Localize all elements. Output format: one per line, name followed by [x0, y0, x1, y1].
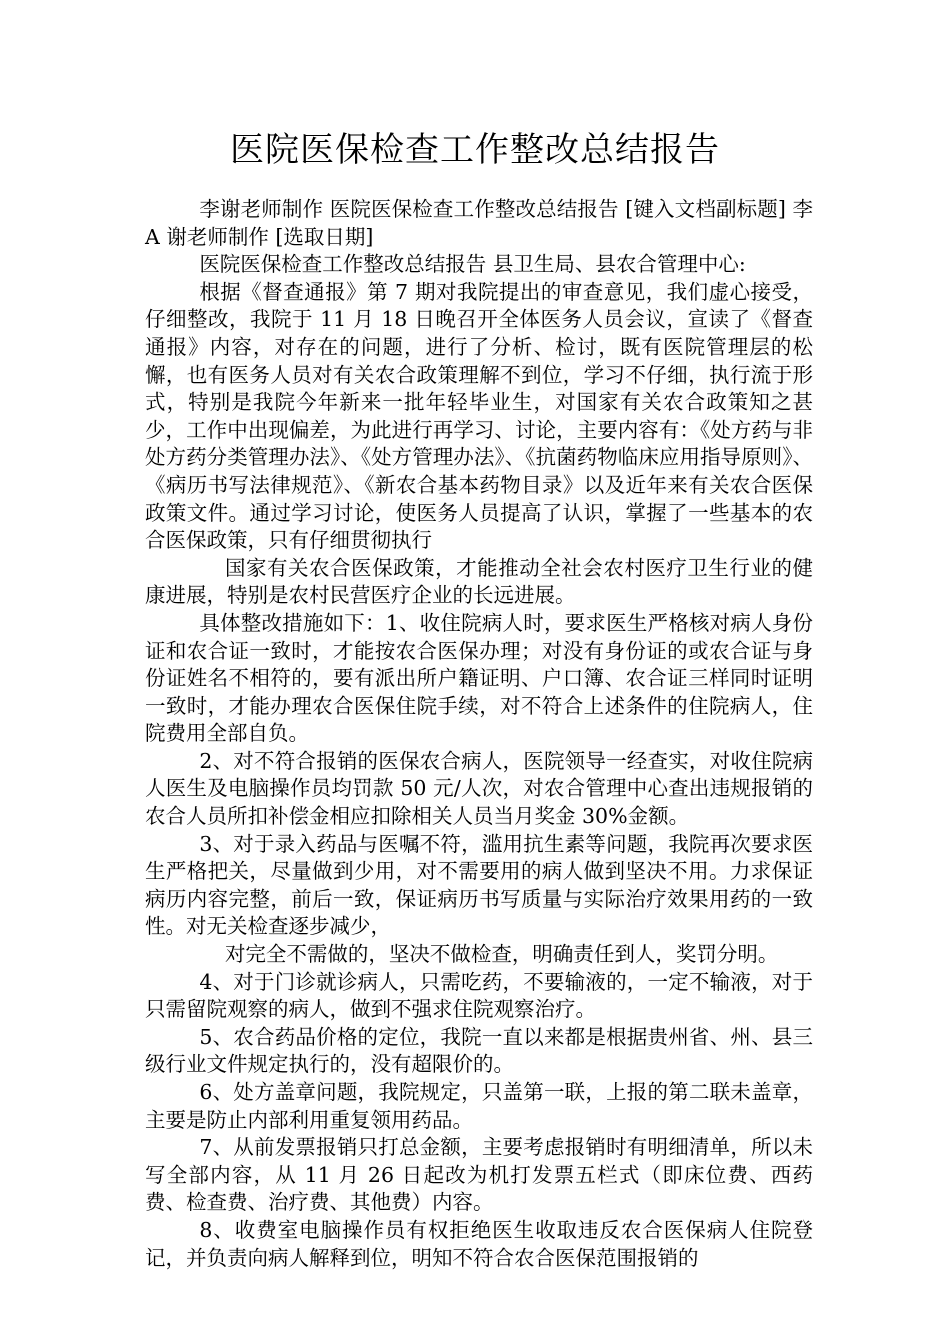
paragraph-measure-8: 8、收费室电脑操作员有权拒绝医生收取违反农合医保病人住院登记，并负责向病人解释到位，明知不符合农合医保范围报销的	[145, 1217, 813, 1270]
document-title: 医院医保检查工作整改总结报告	[230, 130, 720, 170]
paragraph-addressee: 医院医保检查工作整改总结报告 县卫生局、县农合管理中心:	[199, 252, 746, 277]
document-body	[145, 196, 813, 1272]
paragraph-author-line: 李谢老师制作 医院医保检查工作整改总结报告 [键入文档副标题] 李 A 谢老师制作 [选取日期]	[145, 197, 813, 249]
paragraph-policy: 国家有关农合医保政策，才能推动全社会农村医疗卫生行业的健康进展，特别是农村民营医疗企业的长远进展。	[145, 555, 813, 608]
paragraph-intro: 根据《督查通报》第 7 期对我院提出的审查意见，我们虚心接受，仔细整改，我院于 11 月 18 日晚召开全体医务人员会议，宣读了《督查通报》内容，对存在的问题，进行了分析、检讨，既有医院管理层的松懈，也有医务人员对有关农合政策理解不到位，学习不仔细，执行流于形式，特别是我院今年新来一批年轻毕业生，对国家有关农合政策知之甚少，工作中出现偏差，为此进行再学习、讨论，主要内容有：《处方药与非处方药分类管理办法》、《处方管理办法》、《抗菌药物临床应用指导原则》、《病历书写法律规范》、《新农合基本药物目录》以及近年来有关农合医保政策文件。通过学习讨论，使医务人员提高了认识，掌握了一些基本的农合医保政策，只有仔细贯彻执行	[145, 279, 813, 553]
paragraph-measure-5: 5、农合药品价格的定位，我院一直以来都是根据贵州省、州、县三级行业文件规定执行的，没有超限价的。	[145, 1024, 813, 1077]
paragraph-measure-3-continued: 对完全不需做的，坚决不做检查，明确责任到人，奖罚分明。	[224, 942, 779, 967]
paragraph-measure-1: 具体整改措施如下：1、收住院病人时，要求医生严格核对病人身份证和农合证一致时，才能按农合医保办理；对没有身份证的或农合证与身份证姓名不相符的，要有派出所户籍证明、户口簿、农合证三样同时证明一致时，才能办理农合医保住院手续，对不符合上述条件的住院病人，住院费用全部自负。	[145, 610, 813, 746]
paragraph-measure-6: 6、处方盖章问题，我院规定，只盖第一联，上报的第二联未盖章，主要是防止内部利用重复领用药品。	[145, 1080, 813, 1132]
paragraph-measure-4: 4、对于门诊就诊病人，只需吃药，不要输液的，一定不输液，对于只需留院观察的病人，做到不强求住院观察治疗。	[145, 969, 813, 1022]
paragraph-measure-7: 7、从前发票报销只打总金额，主要考虑报销时有明细清单，所以未写全部内容，从 11 月 26 日起改为机打发票五栏式（即床位费、西药费、检查费、治疗费、其他费）内容。	[145, 1135, 813, 1215]
paragraph-measure-3: 3、对于录入药品与医嘱不符，滥用抗生素等问题，我院再次要求医生严格把关，尽量做到少用，对不需要用的病人做到坚决不用。力求保证病历内容完整，前后一致，保证病历书写质量与实际治疗效果用药的一致性。对无关检查逐步减少，	[145, 831, 813, 939]
paragraph-measure-2: 2、对不符合报销的医保农合病人，医院领导一经查实，对收住院病人医生及电脑操作员均罚款 50 元/人次，对农合管理中心查出违规报销的农合人员所扣补偿金相应扣除相关人员当月奖金 30%金额。	[145, 748, 813, 829]
